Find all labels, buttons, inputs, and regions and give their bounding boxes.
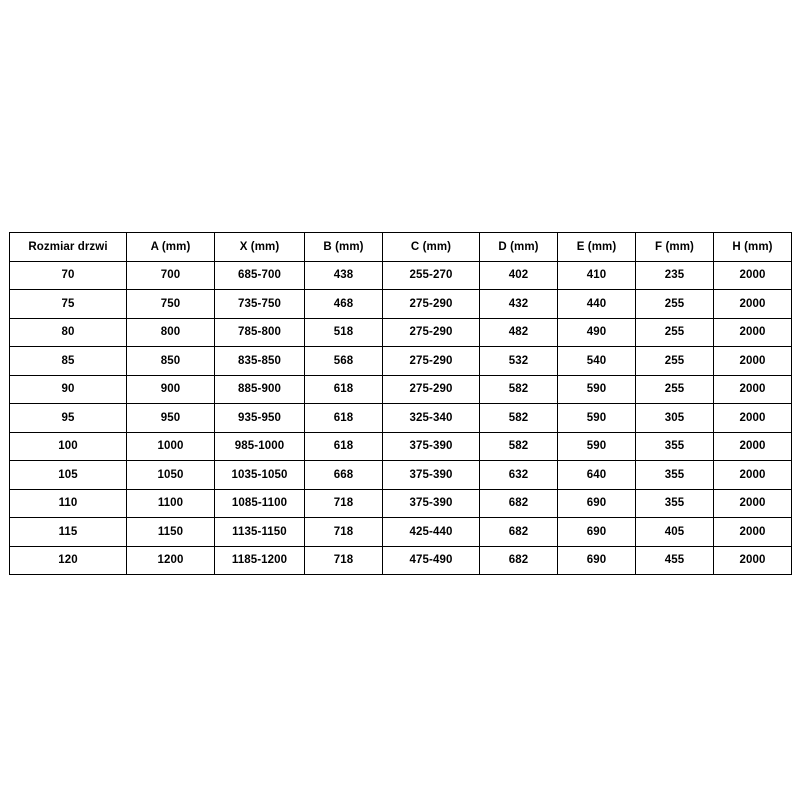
table-row bbox=[10, 318, 792, 347]
cell-c: 255-270 bbox=[383, 261, 480, 290]
cell-a: 1150 bbox=[127, 518, 215, 547]
cell-c: 275-290 bbox=[383, 318, 480, 347]
cell-h: 2000 bbox=[714, 261, 792, 290]
cell-f: 355 bbox=[636, 461, 714, 490]
cell-d: 482 bbox=[480, 318, 558, 347]
cell-a: 700 bbox=[127, 261, 215, 290]
cell-e: 690 bbox=[558, 489, 636, 518]
cell-b: 568 bbox=[305, 347, 383, 376]
cell-h: 2000 bbox=[714, 546, 792, 575]
cell-e: 540 bbox=[558, 347, 636, 376]
cell-c: 275-290 bbox=[383, 375, 480, 404]
cell-d: 532 bbox=[480, 347, 558, 376]
cell-d: 582 bbox=[480, 375, 558, 404]
cell-e: 690 bbox=[558, 546, 636, 575]
cell-e: 590 bbox=[558, 375, 636, 404]
cell-c: 425-440 bbox=[383, 518, 480, 547]
cell-h: 2000 bbox=[714, 290, 792, 319]
cell-h: 2000 bbox=[714, 347, 792, 376]
cell-x: 785-800 bbox=[215, 318, 305, 347]
cell-h: 2000 bbox=[714, 489, 792, 518]
cell-b: 618 bbox=[305, 375, 383, 404]
cell-size: 90 bbox=[10, 375, 127, 404]
table-header-row bbox=[10, 233, 792, 262]
table-row bbox=[10, 518, 792, 547]
cell-size: 115 bbox=[10, 518, 127, 547]
cell-b: 718 bbox=[305, 489, 383, 518]
cell-d: 632 bbox=[480, 461, 558, 490]
cell-x: 1185-1200 bbox=[215, 546, 305, 575]
cell-e: 590 bbox=[558, 432, 636, 461]
cell-d: 432 bbox=[480, 290, 558, 319]
cell-c: 375-390 bbox=[383, 489, 480, 518]
cell-x: 1085-1100 bbox=[215, 489, 305, 518]
cell-a: 1100 bbox=[127, 489, 215, 518]
table-row bbox=[10, 290, 792, 319]
table-row bbox=[10, 461, 792, 490]
cell-e: 690 bbox=[558, 518, 636, 547]
cell-c: 325-340 bbox=[383, 404, 480, 433]
table-row bbox=[10, 432, 792, 461]
cell-a: 950 bbox=[127, 404, 215, 433]
cell-d: 402 bbox=[480, 261, 558, 290]
cell-b: 618 bbox=[305, 404, 383, 433]
table-row bbox=[10, 261, 792, 290]
cell-b: 468 bbox=[305, 290, 383, 319]
cell-f: 255 bbox=[636, 290, 714, 319]
cell-c: 375-390 bbox=[383, 432, 480, 461]
column-header-c: C (mm) bbox=[383, 233, 480, 262]
cell-d: 582 bbox=[480, 404, 558, 433]
cell-f: 405 bbox=[636, 518, 714, 547]
cell-d: 682 bbox=[480, 546, 558, 575]
column-header-b: B (mm) bbox=[305, 233, 383, 262]
cell-a: 850 bbox=[127, 347, 215, 376]
cell-h: 2000 bbox=[714, 432, 792, 461]
cell-size: 110 bbox=[10, 489, 127, 518]
cell-c: 375-390 bbox=[383, 461, 480, 490]
cell-b: 518 bbox=[305, 318, 383, 347]
cell-size: 100 bbox=[10, 432, 127, 461]
cell-size: 95 bbox=[10, 404, 127, 433]
cell-c: 275-290 bbox=[383, 290, 480, 319]
cell-c: 475-490 bbox=[383, 546, 480, 575]
cell-a: 750 bbox=[127, 290, 215, 319]
cell-e: 410 bbox=[558, 261, 636, 290]
table-row bbox=[10, 489, 792, 518]
cell-f: 235 bbox=[636, 261, 714, 290]
cell-a: 1050 bbox=[127, 461, 215, 490]
specification-table bbox=[9, 232, 792, 575]
column-header-e: E (mm) bbox=[558, 233, 636, 262]
column-header-f: F (mm) bbox=[636, 233, 714, 262]
column-header-a: A (mm) bbox=[127, 233, 215, 262]
cell-x: 685-700 bbox=[215, 261, 305, 290]
cell-h: 2000 bbox=[714, 461, 792, 490]
cell-x: 1135-1150 bbox=[215, 518, 305, 547]
cell-size: 105 bbox=[10, 461, 127, 490]
table-body bbox=[10, 261, 792, 575]
cell-x: 985-1000 bbox=[215, 432, 305, 461]
table-row bbox=[10, 546, 792, 575]
cell-f: 305 bbox=[636, 404, 714, 433]
specification-table-wrapper bbox=[9, 232, 791, 575]
cell-f: 355 bbox=[636, 489, 714, 518]
cell-d: 682 bbox=[480, 489, 558, 518]
column-header-x: X (mm) bbox=[215, 233, 305, 262]
table-row bbox=[10, 347, 792, 376]
cell-f: 255 bbox=[636, 347, 714, 376]
column-header-rozmiar-drzwi: Rozmiar drzwi bbox=[10, 233, 127, 262]
cell-e: 440 bbox=[558, 290, 636, 319]
table-header bbox=[10, 233, 792, 262]
table-row bbox=[10, 375, 792, 404]
cell-e: 640 bbox=[558, 461, 636, 490]
cell-b: 668 bbox=[305, 461, 383, 490]
cell-b: 618 bbox=[305, 432, 383, 461]
cell-f: 455 bbox=[636, 546, 714, 575]
cell-e: 590 bbox=[558, 404, 636, 433]
cell-c: 275-290 bbox=[383, 347, 480, 376]
cell-h: 2000 bbox=[714, 518, 792, 547]
cell-b: 438 bbox=[305, 261, 383, 290]
cell-size: 70 bbox=[10, 261, 127, 290]
cell-x: 835-850 bbox=[215, 347, 305, 376]
cell-size: 120 bbox=[10, 546, 127, 575]
column-header-h: H (mm) bbox=[714, 233, 792, 262]
cell-x: 1035-1050 bbox=[215, 461, 305, 490]
cell-b: 718 bbox=[305, 546, 383, 575]
cell-x: 735-750 bbox=[215, 290, 305, 319]
cell-size: 85 bbox=[10, 347, 127, 376]
cell-x: 935-950 bbox=[215, 404, 305, 433]
cell-x: 885-900 bbox=[215, 375, 305, 404]
cell-h: 2000 bbox=[714, 318, 792, 347]
cell-a: 1000 bbox=[127, 432, 215, 461]
cell-size: 80 bbox=[10, 318, 127, 347]
cell-f: 255 bbox=[636, 375, 714, 404]
cell-f: 355 bbox=[636, 432, 714, 461]
cell-d: 682 bbox=[480, 518, 558, 547]
cell-a: 900 bbox=[127, 375, 215, 404]
table-row bbox=[10, 404, 792, 433]
cell-size: 75 bbox=[10, 290, 127, 319]
cell-h: 2000 bbox=[714, 375, 792, 404]
cell-h: 2000 bbox=[714, 404, 792, 433]
cell-a: 800 bbox=[127, 318, 215, 347]
cell-e: 490 bbox=[558, 318, 636, 347]
cell-a: 1200 bbox=[127, 546, 215, 575]
column-header-d: D (mm) bbox=[480, 233, 558, 262]
cell-d: 582 bbox=[480, 432, 558, 461]
cell-b: 718 bbox=[305, 518, 383, 547]
cell-f: 255 bbox=[636, 318, 714, 347]
